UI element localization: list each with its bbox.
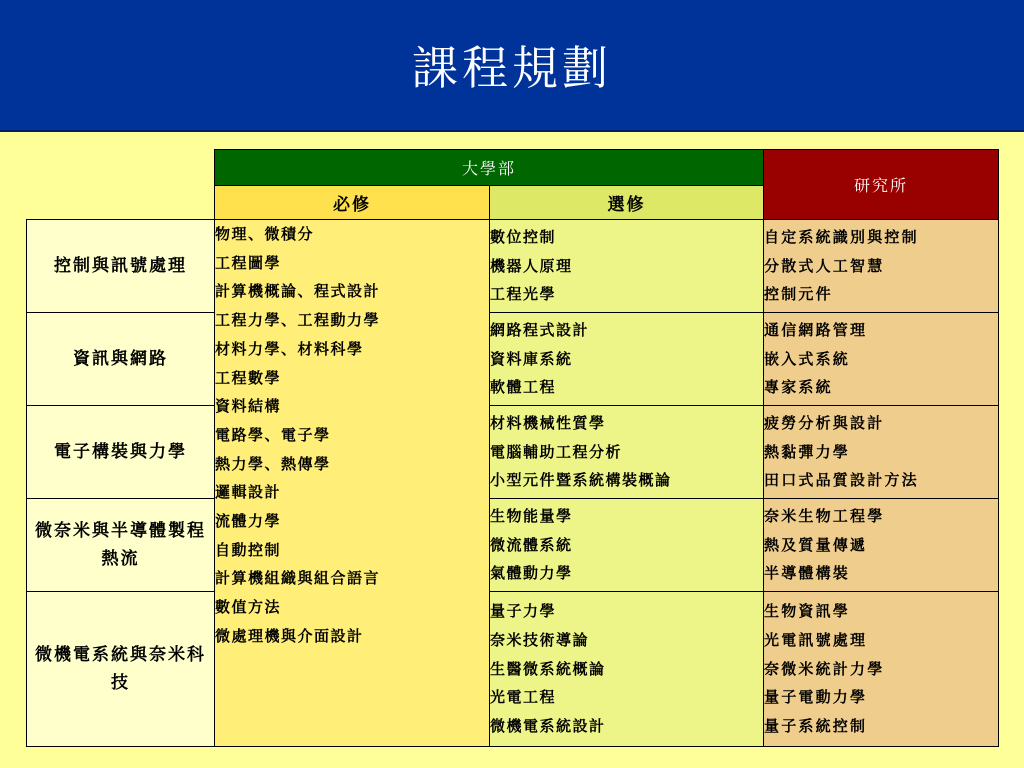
required-course: 材料力學、材料科學: [215, 339, 364, 358]
title-bar: [0, 0, 1024, 132]
page-title: 課程規劃: [412, 41, 612, 95]
graduate-list: [764, 220, 999, 313]
elective-course: 資料庫系統: [490, 349, 573, 368]
elective-list: [490, 406, 764, 499]
graduate-course: 熱及質量傳遞: [764, 535, 868, 554]
elective-course: 氣體動力學: [490, 564, 573, 583]
graduate-course: 半導體構裝: [764, 564, 851, 583]
elective-course: 微流體系統: [490, 535, 573, 554]
required-course: 邏輯設計: [215, 483, 282, 502]
required-course: 自動控制: [215, 540, 282, 559]
required-course: 計算機組織與組合語言: [215, 569, 381, 588]
elective-list: [490, 313, 764, 406]
elective-course: 小型元件暨系統構裝概論: [490, 471, 672, 490]
elective-header: 選修: [490, 186, 764, 220]
graduate-course: 奈米生物工程學: [764, 506, 885, 525]
elective-course: 光電工程: [490, 688, 557, 707]
graduate-course: 光電訊號處理: [764, 630, 868, 649]
elective-course: 微機電系統設計: [490, 717, 606, 736]
area-name: 電子構裝與力學: [27, 406, 215, 499]
area-name: 控制與訊號處理: [27, 220, 215, 313]
graduate-course: 疲勞分析與設計: [764, 413, 885, 432]
graduate-list: [764, 313, 999, 406]
graduate-course: 專家系統: [764, 378, 833, 397]
elective-course: 工程光學: [490, 285, 557, 304]
elective-course: 數位控制: [490, 227, 557, 246]
graduate-list: [764, 499, 999, 592]
graduate-course: 通信網路管理: [764, 320, 868, 339]
graduate-list: [764, 406, 999, 499]
required-course: 熱力學、熱傳學: [215, 454, 331, 473]
elective-course: 網路程式設計: [490, 320, 590, 339]
elective-course: 奈米技術導論: [490, 630, 590, 649]
area-name: 微奈米與半導體製程熱流: [27, 499, 215, 592]
graduate-course: 奈微米統計力學: [764, 659, 885, 678]
graduate-course: 控制元件: [764, 285, 833, 304]
curriculum-table: [26, 149, 999, 747]
graduate-course: 熱黏彈力學: [764, 442, 851, 461]
required-course-list: [215, 220, 490, 747]
required-course: 工程數學: [215, 368, 282, 387]
required-course: 資料結構: [215, 397, 282, 416]
undergrad-header: 大學部: [215, 150, 764, 186]
elective-list: [490, 592, 764, 747]
elective-course: 電腦輔助工程分析: [490, 442, 623, 461]
elective-course: 軟體工程: [490, 378, 557, 397]
elective-course: 生物能量學: [490, 506, 573, 525]
graduate-course: 量子電動力學: [764, 688, 868, 707]
elective-course: 機器人原理: [490, 256, 573, 275]
required-course: 數值方法: [215, 598, 282, 617]
required-course: 物理、微積分: [215, 225, 315, 243]
graduate-header: 研究所: [764, 150, 999, 220]
required-course: 流體力學: [215, 512, 282, 531]
required-course: 微處理機與介面設計: [215, 626, 364, 645]
graduate-course: 田口式品質設計方法: [764, 471, 919, 490]
elective-course: 生醫微系統概論: [490, 659, 606, 678]
graduate-course: 自定系統識別與控制: [764, 227, 919, 246]
graduate-course: 生物資訊學: [764, 602, 851, 621]
area-name: 資訊與網路: [27, 313, 215, 406]
empty-corner: [27, 150, 215, 220]
graduate-course: 量子系統控制: [764, 717, 868, 736]
required-course: 工程圖學: [215, 253, 282, 272]
elective-list: [490, 499, 764, 592]
required-header: 必修: [215, 186, 490, 220]
elective-course: 材料機械性質學: [490, 413, 606, 432]
graduate-course: 分散式人工智慧: [764, 256, 885, 275]
required-course: 工程力學、工程動力學: [215, 311, 381, 330]
area-name: 微機電系統與奈米科技: [27, 592, 215, 747]
graduate-course: 嵌入式系統: [764, 349, 851, 368]
required-course: 計算機概論、程式設計: [215, 282, 381, 301]
elective-course: 量子力學: [490, 602, 557, 621]
elective-list: [490, 220, 764, 313]
graduate-list: [764, 592, 999, 747]
required-course: 電路學、電子學: [215, 425, 331, 444]
